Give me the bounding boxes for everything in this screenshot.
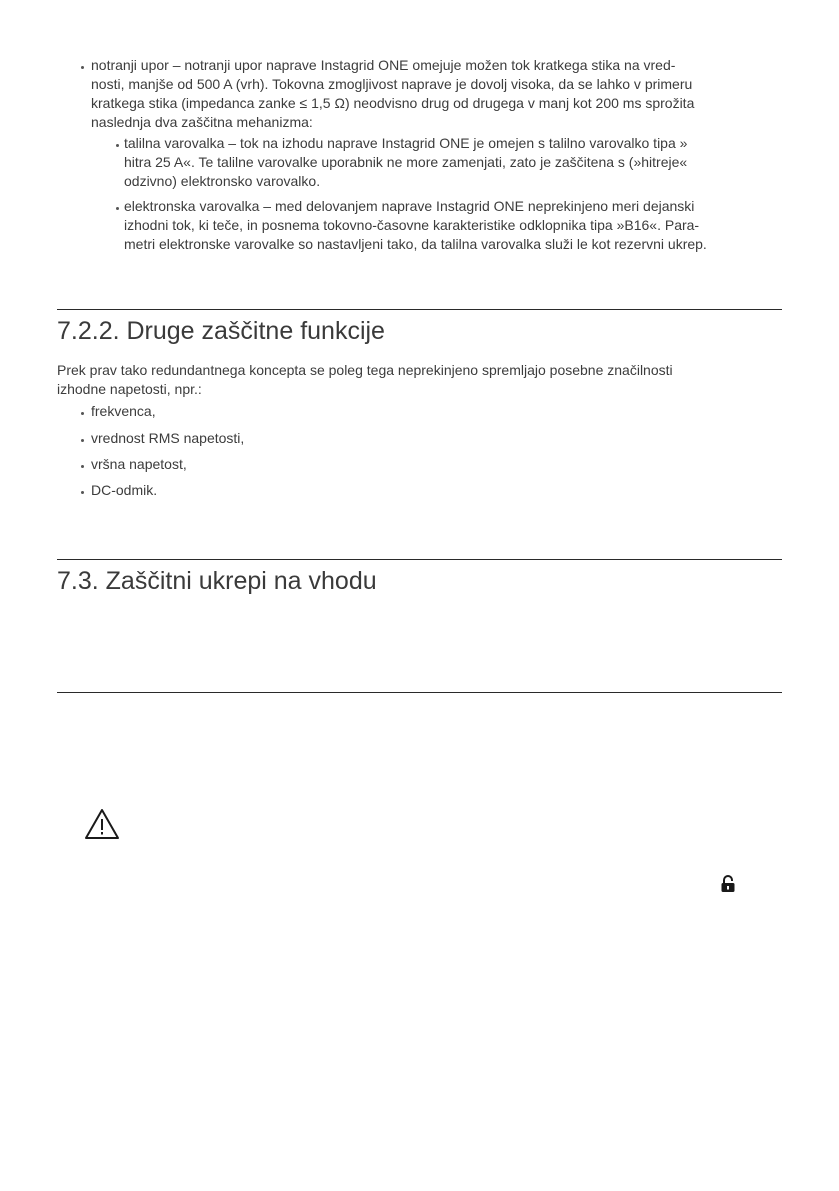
bullet-dot: [81, 66, 84, 69]
list-item: frekvenca,: [91, 403, 156, 419]
warning-triangle-icon: [84, 808, 120, 840]
text-line: naslednja dva zaščitna mehanizma:: [91, 114, 313, 130]
bullet-internal-resistance: [91, 56, 694, 132]
bullet-dot: [116, 207, 119, 210]
section-heading-7-3: 7.3. Zaščitni ukrepi na vhodu: [57, 567, 377, 595]
text-line: hitra 25 A«. Te talilne varovalke uporabnik ne more zamenjati, zato je zaščitena s (»hitreje«: [124, 154, 688, 170]
list-item: DC-odmik.: [91, 482, 158, 498]
text-line: talilna varovalka – tok na izhodu naprave Instagrid ONE je omejen s talilno varovalko tipa »: [124, 135, 688, 151]
text-line: izhodne napetosti, npr.:: [57, 381, 202, 397]
section-divider: [57, 692, 782, 693]
text-line: odzivno) elektronsko varovalko.: [124, 173, 321, 189]
sub-bullet-fuse: [124, 134, 687, 191]
list-item: vrednost RMS napetosti,: [91, 430, 245, 446]
bullet-dot: [81, 465, 84, 468]
section-divider: [57, 559, 782, 560]
section-divider: [57, 309, 782, 310]
sub-bullet-electronic-fuse: [124, 197, 707, 254]
bullet-dot: [81, 412, 84, 415]
unlock-icon: [720, 875, 736, 893]
text-line: metri elektronske varovalke so nastavljeni tako, da talilna varovalka služi le kot rezervni ukrep.: [124, 236, 707, 252]
text-line: notranji upor – notranji upor naprave Instagrid ONE omejuje možen tok kratkega stika na vred-: [91, 57, 676, 73]
text-line: izhodni tok, ki teče, in posnema tokovno-časovne karakteristike odklopnika tipa »B16«. Para-: [124, 217, 700, 233]
text-line: nosti, manjše od 500 A (vrh). Tokovna zmogljivost naprave je dovolj visoka, da se lahko v primeru: [91, 76, 693, 92]
bullet-dot: [81, 439, 84, 442]
text-line: Prek prav tako redundantnega koncepta se poleg tega neprekinjeno spremljajo posebne značilnosti: [57, 362, 673, 378]
bullet-dot: [81, 491, 84, 494]
text-line: kratkega stika (impedanca zanke ≤ 1,5 Ω) neodvisno drug od drugega v manj kot 200 ms sprožita: [91, 95, 695, 111]
text-line: elektronska varovalka – med delovanjem naprave Instagrid ONE neprekinjeno meri dejanski: [124, 198, 695, 214]
bullet-dot: [116, 144, 119, 147]
section-intro: [57, 361, 673, 399]
section-heading-7-2-2: 7.2.2. Druge zaščitne funkcije: [57, 317, 385, 345]
list-item: vršna napetost,: [91, 456, 187, 472]
